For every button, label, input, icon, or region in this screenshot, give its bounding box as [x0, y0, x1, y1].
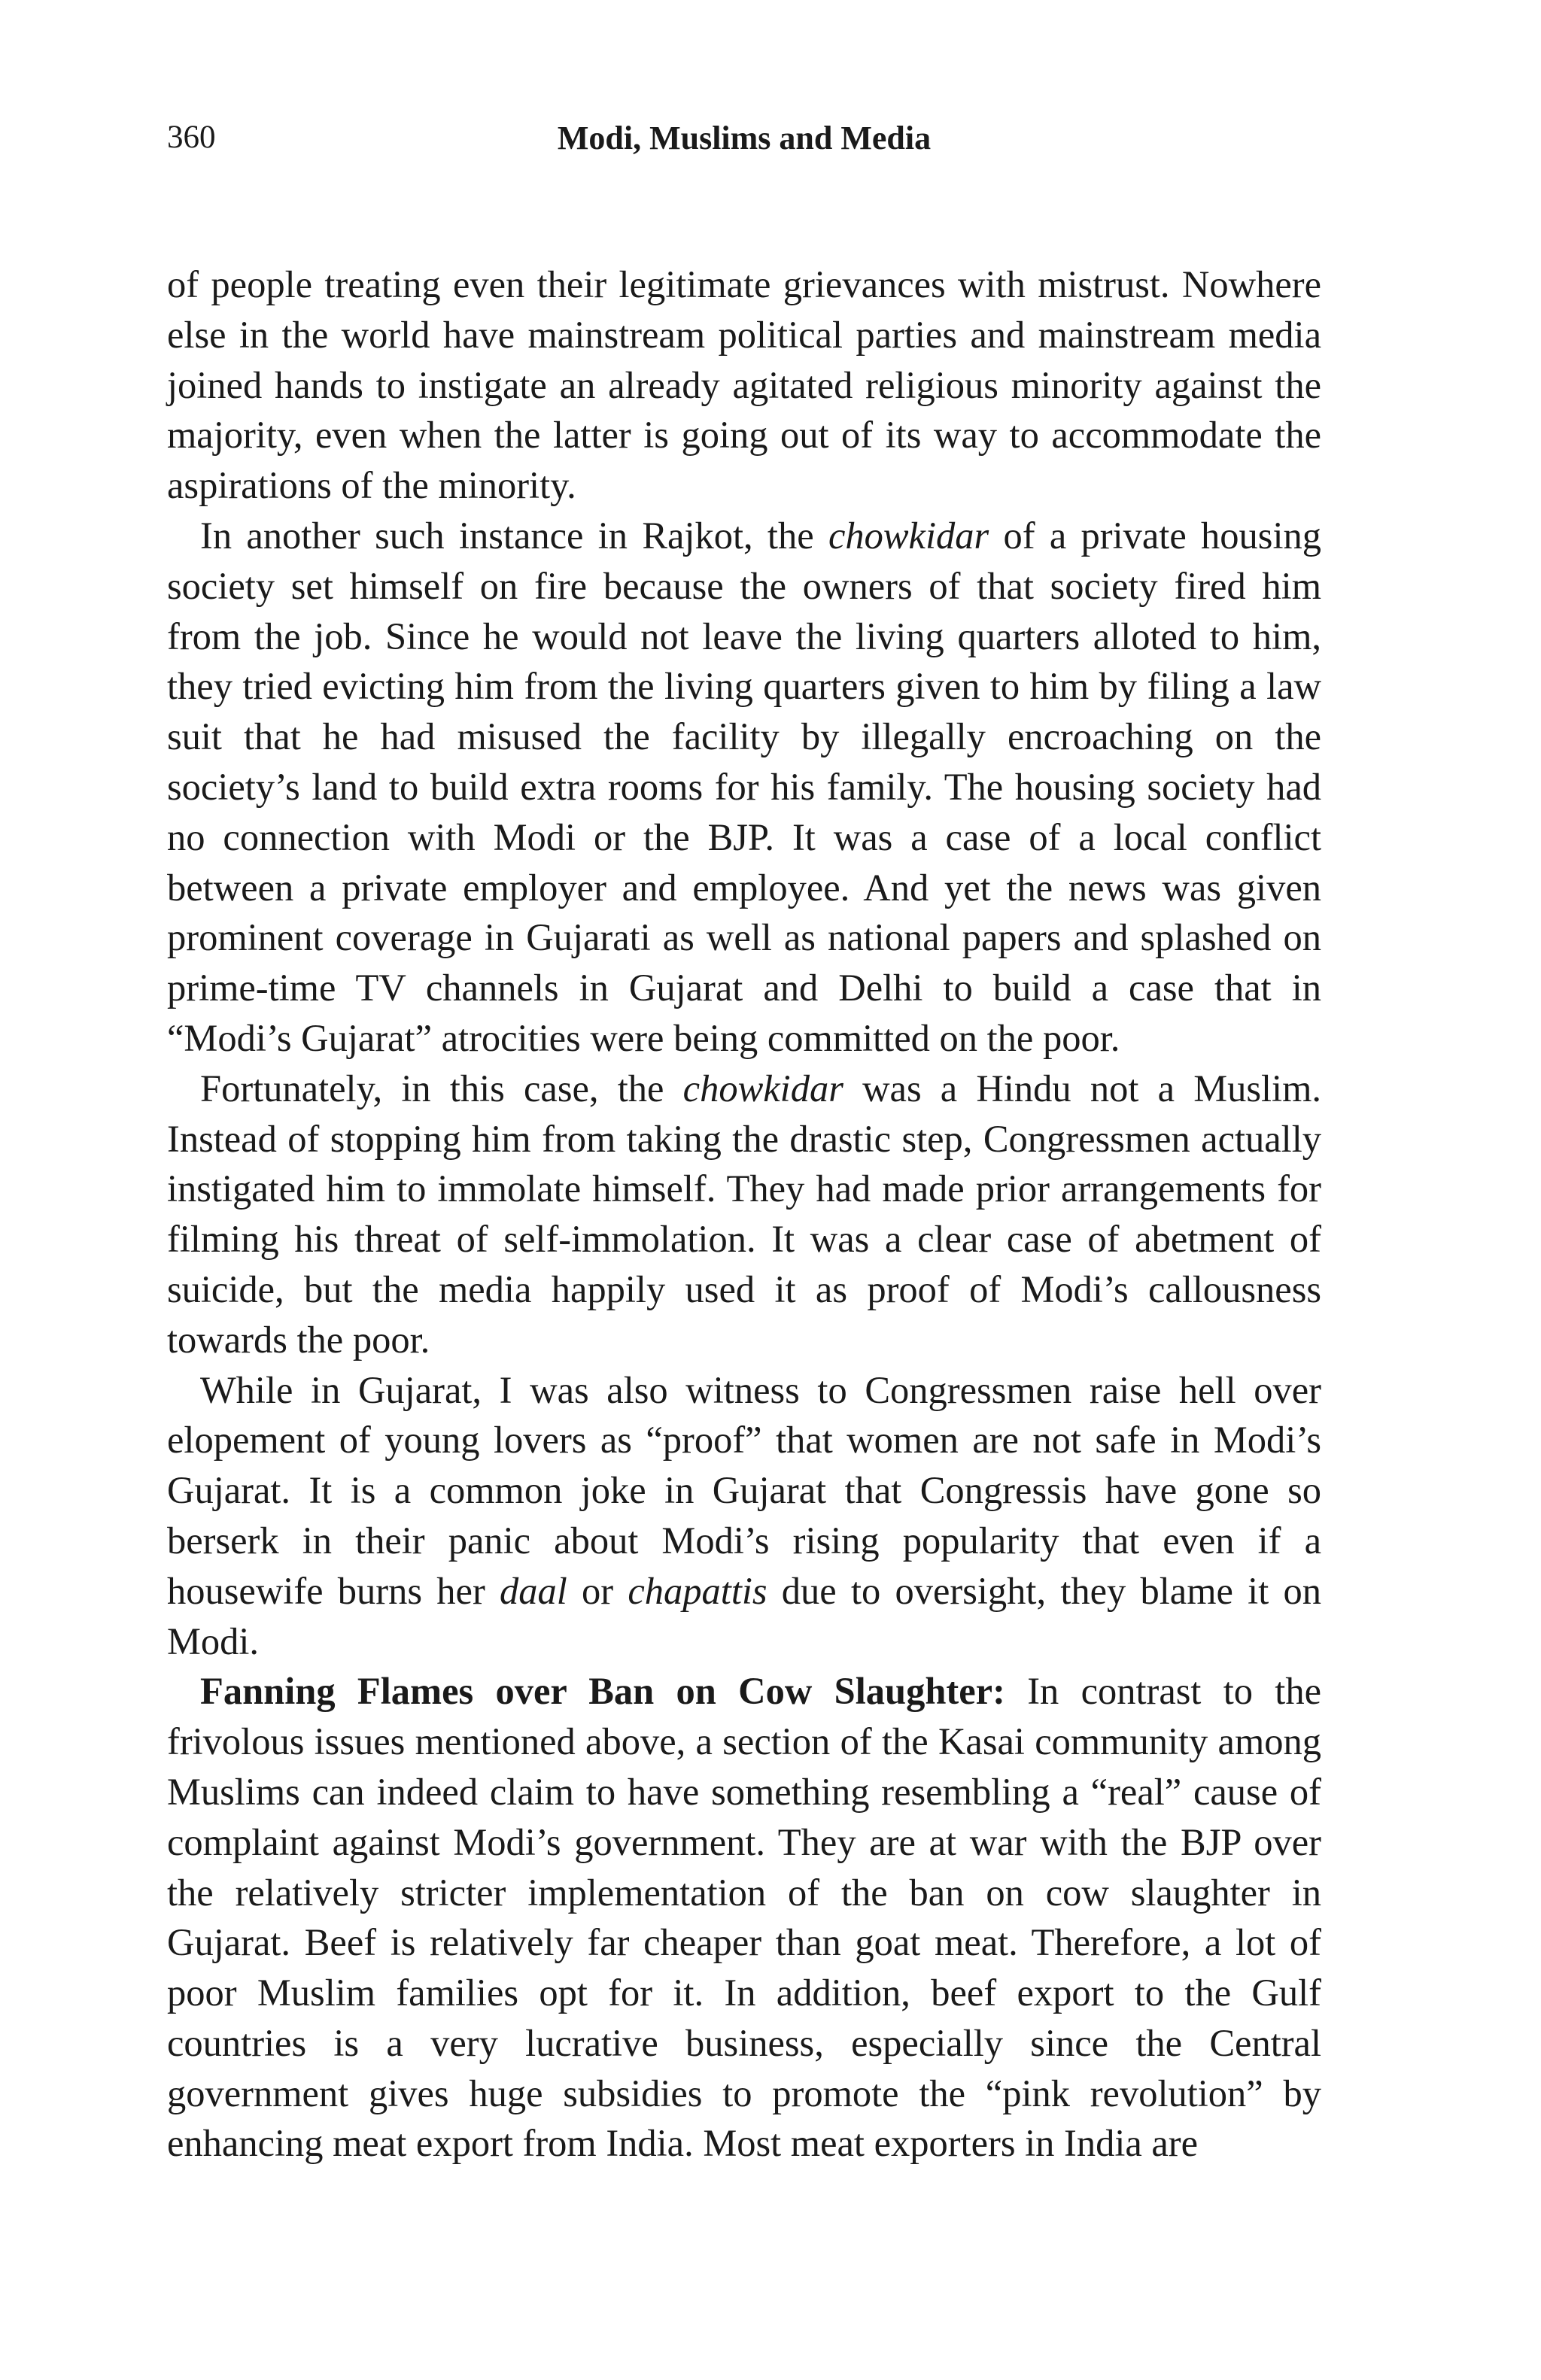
section-run-in-heading: Fanning Flames over Ban on Cow Slaughter: — [200, 1670, 1005, 1713]
paragraph-text: While in Gujarat, I was also witness to Congressmen raise hell over elopement of young lovers as “proof” that women are not safe in Modi’s Gujarat. It is a common joke in Gujarat that Congressis have gone so berserk in their panic about Modi’s rising popularity that even if a housewife burns her — [167, 1368, 1321, 1612]
italic-term: chowkidar — [828, 514, 989, 557]
paragraph-text: of people treating even their legitimate grievances with mistrust. Nowhere else in the world have mainstream political parties and mainstream media joined hands to instigate an already agitated religious minority against the majority, even when the latter is going out of its way to accommodate the aspirations of the minority. — [167, 263, 1321, 507]
running-head — [167, 119, 1321, 164]
paragraph-5 — [167, 1666, 1321, 2169]
paragraph-1 — [167, 260, 1321, 511]
book-title: Modi, Muslims and Media — [557, 120, 932, 156]
paragraph-text: or — [567, 1569, 628, 1612]
paragraph-text: In another such instance in Rajkot, the — [200, 514, 828, 557]
page-number: 360 — [167, 120, 216, 155]
italic-term: daal — [500, 1569, 567, 1612]
paragraph-text: due to oversight, they blame it on Modi. — [167, 1569, 1321, 1662]
body-text — [167, 260, 1321, 2169]
italic-term: chapattis — [628, 1569, 767, 1612]
italic-term: chowkidar — [682, 1067, 843, 1110]
paragraph-2 — [167, 511, 1321, 1064]
paragraph-4 — [167, 1365, 1321, 1667]
paragraph-text: Fortunately, in this case, the — [200, 1067, 683, 1110]
paragraph-3 — [167, 1064, 1321, 1365]
paragraph-text: was a Hindu not a Muslim. Instead of stopping him from taking the drastic step, Congressmen actually instigated him to immolate himself. They had made prior arrangements for filming his threat of self-immolation. It was a clear case of abetment of suicide, but the media happily used it as proof of Modi’s callousness towards the poor. — [167, 1067, 1321, 1361]
paragraph-text: In contrast to the frivolous issues mentioned above, a section of the Kasai community among Muslims can indeed claim to have something resembling a “real” cause of complaint against Modi’s government. They are at war with the BJP over the relatively stricter implementation of the ban on cow slaughter in Gujarat. Beef is relatively far cheaper than goat meat. Therefore, a lot of poor Muslim families opt for it. In addition, beef export to the Gulf countries is a very lucrative business, especially since the Central government gives huge subsidies to promote the “pink revolution” by enhancing meat export from India. Most meat exporters in India are — [167, 1670, 1322, 2165]
paragraph-text: of a private housing society set himself on fire because the owners of that society fired him from the job. Since he would not leave the living quarters alloted to him, they tried evicting him from the living quarters given to him by filing a law suit that he had misused the facility by illegally encroaching on the society’s land to build extra rooms for his family. The housing society had no connection with Modi or the BJP. It was a case of a local conflict between a private employer and employee. And yet the news was given prominent coverage in Gujarati as well as national papers and splashed on prime-time TV channels in Gujarat and Delhi to build a case that in “Modi’s Gujarat” atrocities were being committed on the poor. — [167, 514, 1321, 1059]
